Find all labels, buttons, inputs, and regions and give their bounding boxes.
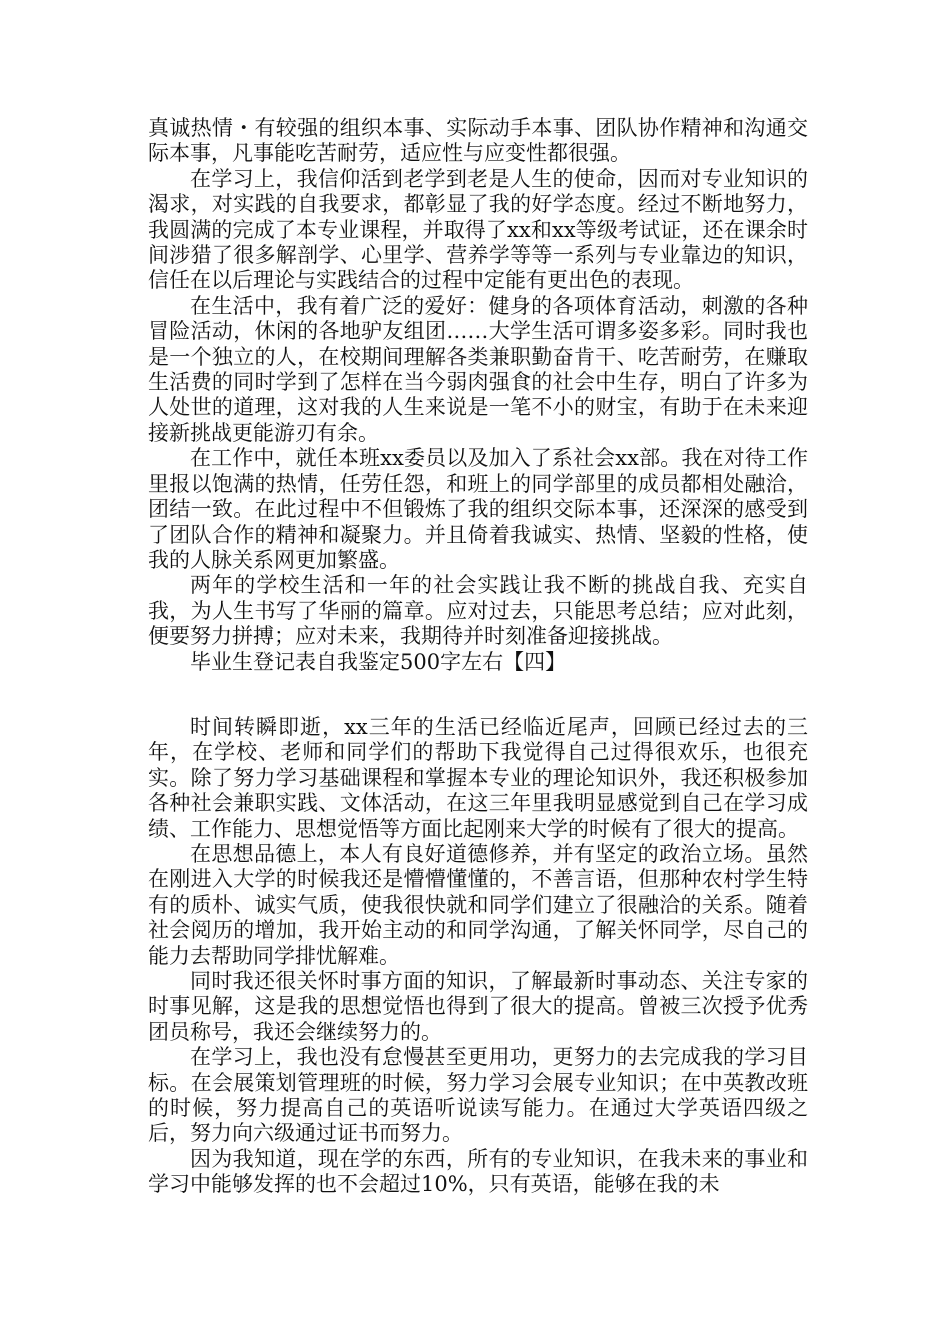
document-page	[148, 116, 808, 1198]
paragraph: 在学习上，我信仰活到老学到老是人生的使命，因而对专业知识的渴求，对实践的自我要求，都彰显了我的好学态度。经过不断地努力，我圆满的完成了本专业课程，并取得了xx和xx等级考试证，还在课余时间涉猎了很多解剖学、心里学、营养学等等一系列与专业靠边的知识，信任在以后理论与实践结合的过程中定能有更出色的表现。	[148, 166, 808, 293]
paragraph: 同时我还很关怀时事方面的知识，了解最新时事动态、关注专家的时事见解，这是我的思想觉悟也得到了很大的提高。曾被三次授予优秀团员称号，我还会继续努力的。	[148, 969, 808, 1044]
paragraph: 因为我知道，现在学的东西，所有的专业知识，在我未来的事业和学习中能够发挥的也不会超过10%，只有英语，能够在我的未	[148, 1146, 808, 1197]
paragraph: 在学习上，我也没有怠慢甚至更用功，更努力的去完成我的学习目标。在会展策划管理班的时候，努力学习会展专业知识；在中英教改班的时候，努力提高自己的英语听说读写能力。在通过大学英语四级之后，努力向六级通过证书而努力。	[148, 1045, 808, 1146]
paragraph: 在工作中，就任本班xx委员以及加入了系社会xx部。我在对待工作里报以饱满的热情，任劳任怨，和班上的同学部里的成员都相处融洽，团结一致。在此过程中不但锻炼了我的组织交际本事，还深深的感受到了团队合作的精神和凝聚力。并且倚着我诚实、热情、坚毅的性格，使我的人脉关系网更加繁盛。	[148, 446, 808, 572]
section-gap	[148, 675, 808, 715]
paragraph: 两年的学校生活和一年的社会实践让我不断的挑战自我、充实自我，为人生书写了华丽的篇章。应对过去，只能思考总结；应对此刻，便要努力拼搏；应对未来，我期待并时刻准备迎接挑战。	[148, 573, 808, 649]
paragraph: 时间转瞬即逝，xx三年的生活已经临近尾声，回顾已经过去的三年，在学校、老师和同学们的帮助下我觉得自己过得很欢乐，也很充实。除了努力学习基础课程和掌握本专业的理论知识外，我还积极参加各种社会兼职实践、文体活动，在这三年里我明显感觉到自己在学习成绩、工作能力、思想觉悟等方面比起刚来大学的时候有了很大的提高。	[148, 714, 808, 841]
paragraph: 真诚热情・有较强的组织本事、实际动手本事、团队协作精神和沟通交际本事，凡事能吃苦耐劳，适应性与应变性都很强。	[148, 116, 808, 166]
section-heading: 毕业生登记表自我鉴定500字左右【四】	[190, 649, 567, 674]
paragraph: 在生活中，我有着广泛的爱好：健身的各项体育活动，刺激的各种冒险活动，休闲的各地驴友组团……大学生活可谓多姿多彩。同时我也是一个独立的人，在校期间理解各类兼职勤奋肯干、吃苦耐劳，在赚取生活费的同时学到了怎样在当今弱肉强食的社会中生存，明白了许多为人处世的道理，这对我的人生来说是一笔不小的财宝，有助于在未来迎接新挑战更能游刃有余。	[148, 293, 808, 445]
paragraph: 在思想品德上，本人有良好道德修养，并有坚定的政治立场。虽然在刚进入大学的时候我还是懵懵懂懂的，不善言语，但那种农村学生特有的质朴、诚实气质，使我很快就和同学们建立了很融洽的关系。随着社会阅历的增加，我开始主动的和同学沟通，了解关怀同学，尽自己的能力去帮助同学排忧解难。	[148, 841, 808, 968]
